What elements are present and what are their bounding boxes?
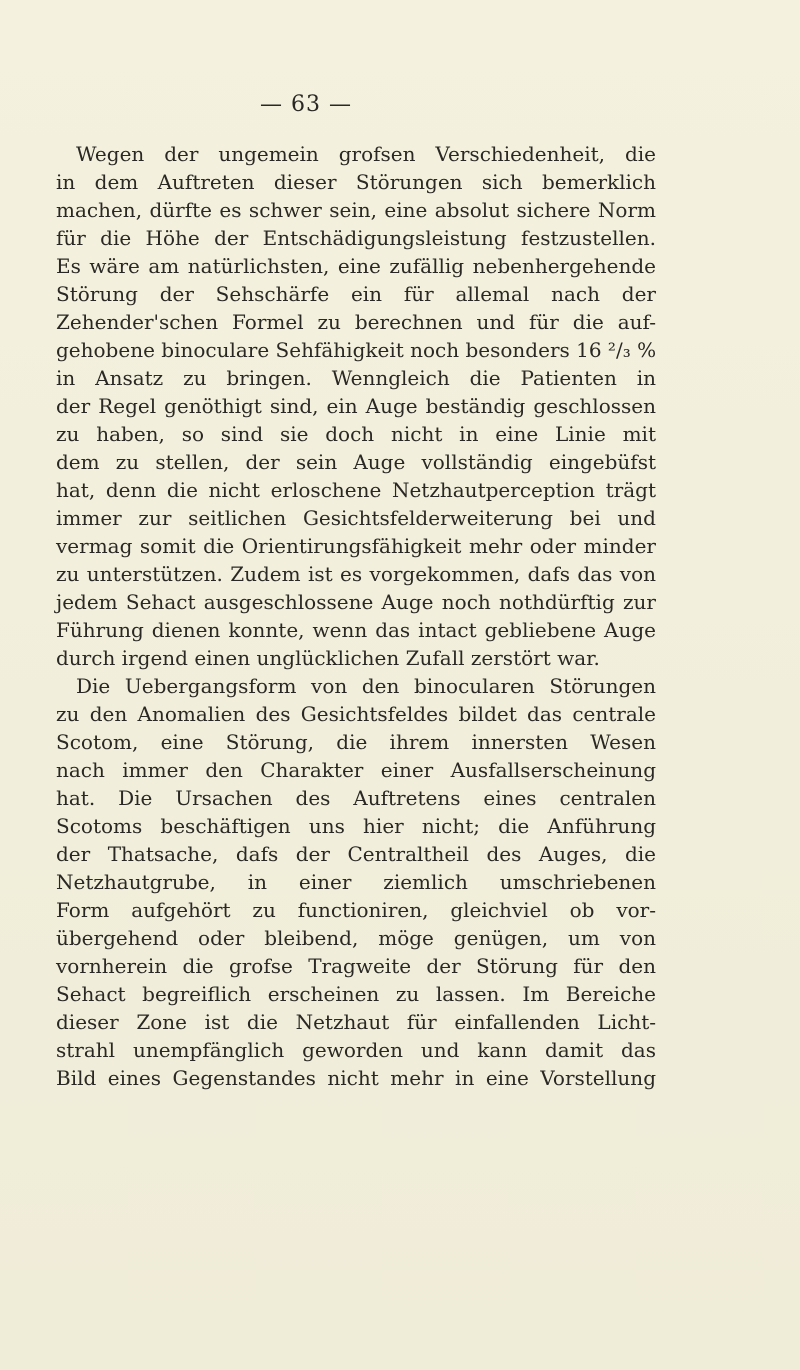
page-number: — 63 — xyxy=(260,92,352,117)
text-line: übergehend oder bleibend, möge genügen, um von xyxy=(56,926,656,950)
text-line: gehobene binoculare Sehfähigkeit noch besonders 16 ²/₃ % xyxy=(56,338,657,362)
text-line: nach immer den Charakter einer Ausfallserscheinung xyxy=(56,758,656,782)
text-line: der Thatsache, dafs der Centraltheil des Auges, die xyxy=(56,842,656,866)
text-line: hat. Die Ursachen des Auftretens eines centralen xyxy=(56,786,656,810)
text-line: zu haben, so sind sie doch nicht in eine Linie mit xyxy=(56,422,656,446)
text-line: der Regel genöthigt sind, ein Auge beständig geschlossen xyxy=(56,394,656,418)
text-line: vornherein die grofse Tragweite der Störung für den xyxy=(56,954,656,978)
text-line: in dem Auftreten dieser Störungen sich bemerklich xyxy=(56,170,656,194)
text-line: durch irgend einen unglücklichen Zufall zerstört war. xyxy=(56,646,600,670)
text-line: Wegen der ungemein grofsen Verschiedenheit, die xyxy=(76,142,656,166)
text-line: machen, dürfte es schwer sein, eine absolut sichere Norm xyxy=(56,198,656,222)
text-line: Scotom, eine Störung, die ihrem innersten Wesen xyxy=(56,730,656,754)
text-line: dieser Zone ist die Netzhaut für einfallenden Licht- xyxy=(56,1010,656,1034)
text-line: Es wäre am natürlichsten, eine zufällig nebenhergehende xyxy=(56,254,656,278)
text-line: für die Höhe der Entschädigungsleistung festzustellen. xyxy=(56,226,656,250)
text-line: vermag somit die Orientirungsfähigkeit mehr oder minder xyxy=(56,534,656,558)
text-line: Störung der Sehschärfe ein für allemal nach der xyxy=(56,282,656,306)
text-line: Sehact begreiflich erscheinen zu lassen. Im Bereiche xyxy=(56,982,656,1006)
text-line: Die Uebergangsform von den binocularen Störungen xyxy=(76,674,656,698)
text-line: Form aufgehört zu functioniren, gleichviel ob vor- xyxy=(56,898,656,922)
text-line: Netzhautgrube, in einer ziemlich umschriebenen xyxy=(56,870,656,894)
text-line: Bild eines Gegenstandes nicht mehr in eine Vorstellung xyxy=(56,1066,656,1090)
text-line: Führung dienen konnte, wenn das intact gebliebene Auge xyxy=(56,618,656,642)
text-line: immer zur seitlichen Gesichtsfelderweiterung bei und xyxy=(56,506,656,530)
text-line: Scotoms beschäftigen uns hier nicht; die Anführung xyxy=(56,814,656,838)
body-text xyxy=(56,140,656,1092)
text-line: jedem Sehact ausgeschlossene Auge noch nothdürftig zur xyxy=(56,590,656,614)
text-line: in Ansatz zu bringen. Wenngleich die Patienten in xyxy=(56,366,656,390)
text-line: zu den Anomalien des Gesichtsfeldes bildet das centrale xyxy=(56,702,656,726)
text-line: dem zu stellen, der sein Auge vollständig eingebüfst xyxy=(56,450,656,474)
text-line: strahl unempfänglich geworden und kann damit das xyxy=(56,1038,656,1062)
text-line: zu unterstützen. Zudem ist es vorgekommen, dafs das von xyxy=(56,562,656,586)
text-line: Zehender'schen Formel zu berechnen und für die auf- xyxy=(56,310,656,334)
text-line: hat, denn die nicht erloschene Netzhautperception trägt xyxy=(56,478,656,502)
